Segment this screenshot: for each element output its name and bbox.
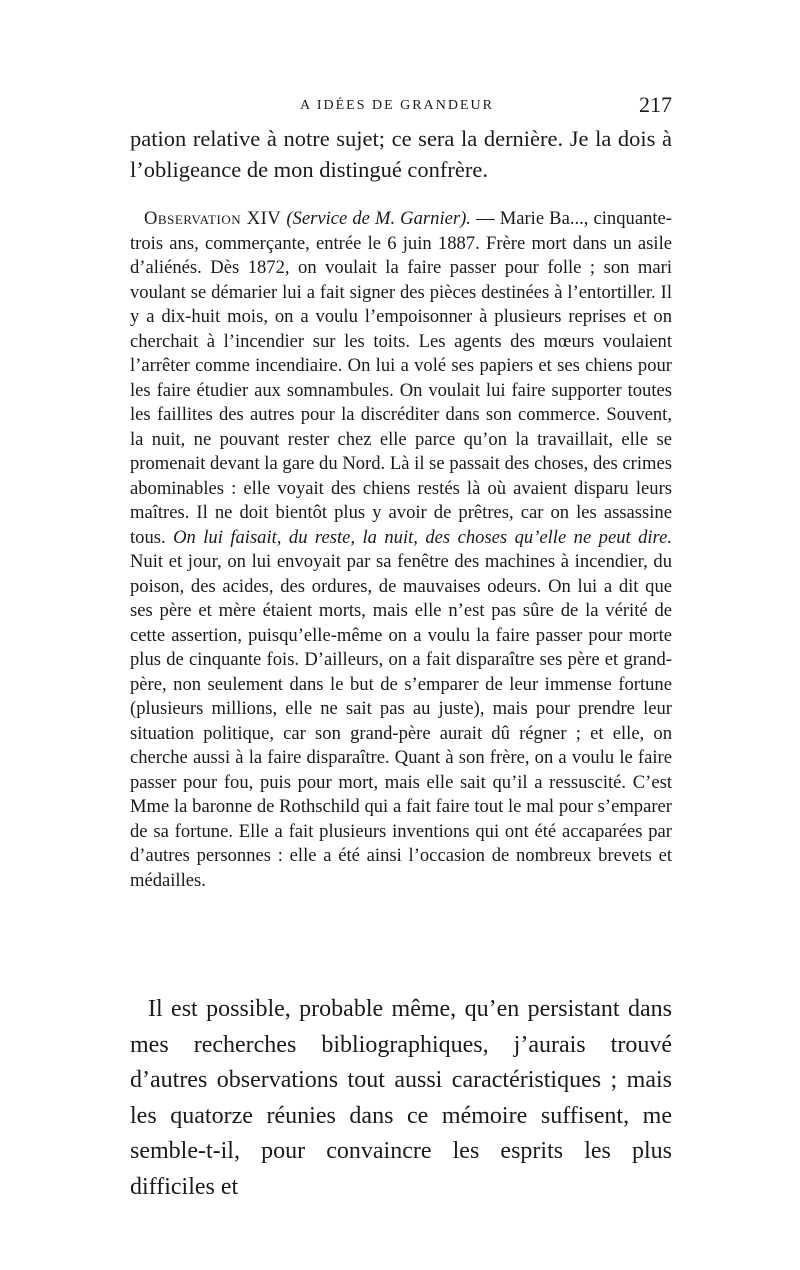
page-number: 217 <box>639 92 672 117</box>
observation-paragraph <box>130 207 672 893</box>
observation-rest-text: Nuit et jour, on lui envoyait par sa fenêtre des machines à incendier, du poison, des acides, des ordures, de mauvaises odeurs. On lui a dit que ses père et mère étaient morts, mais elle n’est pas sûre de la vérité de cette assertion, puisqu’elle-même on a voulu la faire passer pour morte plus de cinquante fois. D’ailleurs, on a fait disparaître ses père et grand-père, non seulement dans le but de s’emparer de leur immense fortune (plusieurs millions, elle ne sait pas au juste), mais pour prendre leur situation politique, car son grand-père aurait dû régner ; et elle, on cherche aussi à la faire disparaître. Quant à son frère, on a voulu le faire passer pour fou, puis pour mort, mais elle sait qu’il a ressuscité. C’est Mme la baronne de Rothschild qui a fait faire tout le mal pour s’emparer de sa fortune. Elle a fait plusieurs inventions qui ont été accaparées par d’autres personnes : elle a été ainsi l’occasion de nombreux brevets et médailles. <box>130 551 672 891</box>
observation-service: (Service de M. Garnier). <box>286 208 471 229</box>
observation-italic-text: On lui faisait, du reste, la nuit, des choses qu’elle ne peut dire. <box>173 526 673 548</box>
running-title: A IDÉES DE GRANDEUR <box>300 98 494 113</box>
observation-lead-text: — Marie Ba..., cinquante-trois ans, commerçante, entrée le 6 juin 1887. Frère mort dans un asile d’aliénés. Dès 1872, on voulait la faire passer pour folle ; son mari voulant se démarier lui a fait signer des pièces destinées à l’entortiller. Il y a dix-huit mois, on a voulu l’empoisonner à plusieurs reprises et on cherchait à l’incendier sur les toits. Les agents des mœurs voulaient l’arrêter comme incendiaire. On lui a volé ses papiers et ses chiens pour les faire étudier aux somnambules. On voulait lui faire supporter toutes les faillites des autres pour la discréditer dans son commerce. Souvent, la nuit, ne pouvant rester chez elle parce qu’on la travaillait, elle se promenait devant la gare du Nord. Là il se passait des choses, des crimes abominables : elle voyait des chiens restés là où avaient disparu leurs maîtres. Il ne doit bientôt plus y avoir de prêtres, car on les assassine tous. <box>130 208 672 548</box>
closing-paragraph: Il est possible, probable même, qu’en persistant dans mes recherches bibliographiques, j’aurais trouvé d’autres observations tout aussi caractéristiques ; mais les quatorze réunies dans ce mémoire suffisent, me semble-t-il, pour convaincre les esprits les plus difficiles et <box>130 996 672 1200</box>
page-header <box>130 92 672 122</box>
observation-label: Observation XIV <box>144 208 282 229</box>
intro-paragraph: pation relative à notre sujet; ce sera la dernière. Je la dois à l’obligeance de mon distingué confrère. <box>130 126 672 182</box>
